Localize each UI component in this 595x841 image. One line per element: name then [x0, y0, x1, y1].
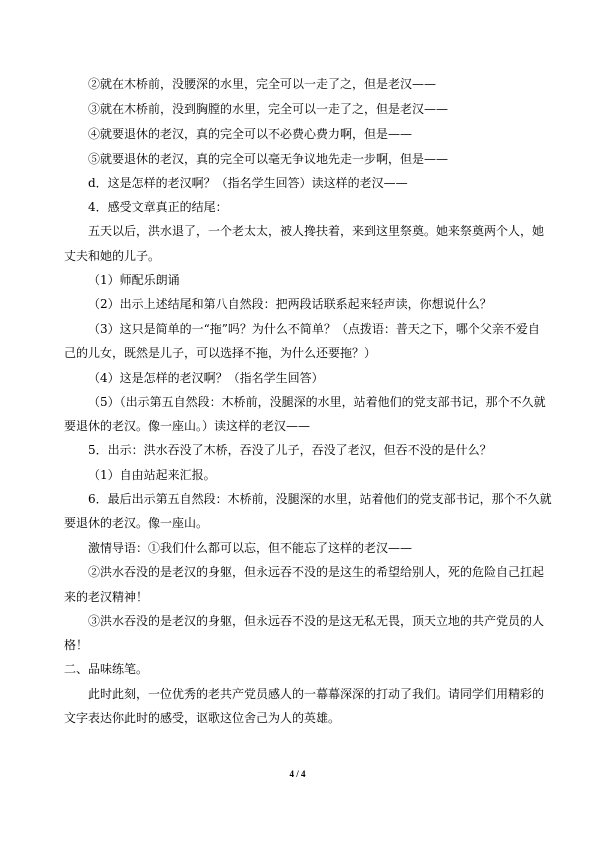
text-line: ③洪水吞没的是老汉的身躯，但永远吞不没的是这无私无畏，顶天立地的共产党员的人 [88, 614, 545, 628]
text-line: （3）这只是简单的一“拖”吗？为什么不简单？（点拨语：普天之下，哪个父亲不爱自 [88, 322, 540, 336]
text-line: 五天以后，洪水退了，一个老太太，被人搀扶着，来到这里祭奠。她来祭奠两个人，她 [88, 224, 545, 238]
text-line: 来的老汉精神！ [64, 590, 149, 604]
text-line: 文字表达你此时的感受，讴歌这位舍己为人的英雄。 [64, 711, 341, 725]
text-line: ⑤就要退休的老汉，真的完全可以毫无争议地先走一步啊，但是—— [88, 152, 449, 166]
page-number: 4 / 4 [289, 769, 306, 779]
section-heading: 二、品味练笔。 [64, 662, 149, 676]
text-line: ③就在木桥前，没到胸膛的水里，完全可以一走了之，但是老汉—— [88, 102, 449, 116]
text-line: 此时此刻，一位优秀的老共产党员感人的一幕幕深深的打动了我们。请同学们用精彩的 [88, 687, 545, 701]
text-line: ④就要退休的老汉，真的完全可以不必费心费力啊，但是—— [88, 127, 413, 141]
text-line: 丈夫和她的儿子。 [64, 249, 161, 263]
text-line: 要退休的老汉。像一座山。）读这样的老汉—— [64, 419, 311, 433]
text-line: 要退休的老汉。像一座山。 [64, 516, 209, 530]
text-line: 6．最后出示第五自然段：木桥前，没腿深的水里，站着他们的党支部书记，那个不久就 [88, 492, 552, 506]
text-line: 激情导语：①我们什么都可以忘，但不能忘了这样的老汉—— [88, 541, 413, 555]
text-line: 格！ [64, 638, 89, 652]
text-line: （2）出示上述结尾和第八自然段：把两段话联系起来轻声读，你想说什么？ [88, 297, 492, 311]
text-line: 5．出示：洪水吞没了木桥，吞没了儿子，吞没了老汉，但吞不没的是什么？ [88, 443, 492, 457]
text-line: 4．感受文章真正的结尾： [88, 200, 228, 214]
text-line: 己的儿女，既然是儿子，可以选择不拖，为什么还要拖？） [64, 346, 377, 360]
text-line: d．这是怎样的老汉啊？（指名学生回答）读这样的老汉—— [88, 176, 408, 190]
text-line: （4）这是怎样的老汉啊？（指名学生回答） [88, 371, 324, 385]
text-line: ②就在木桥前，没腰深的水里，完全可以一走了之，但是老汉—— [88, 77, 437, 91]
text-line: （5）（出示第五自然段：木桥前，没腿深的水里，站着他们的党支部书记，那个不久就 [88, 395, 546, 409]
text-line: （1）师配乐朗诵 [88, 273, 180, 287]
text-line: （1）自由站起来汇报。 [88, 468, 216, 482]
text-line: ②洪水吞没的是老汉的身躯，但永远吞不没的是这生的希望给别人，死的危险自己扛起 [88, 565, 545, 579]
